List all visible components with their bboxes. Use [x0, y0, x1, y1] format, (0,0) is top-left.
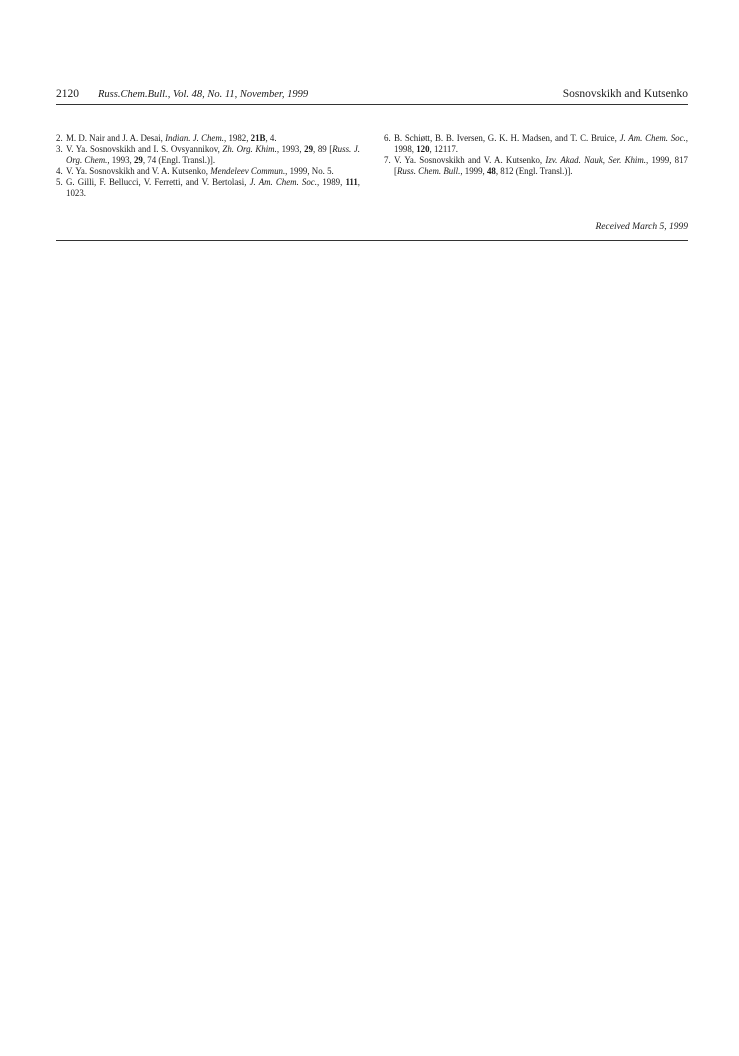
reference-text — [66, 166, 360, 177]
reference-text — [394, 155, 688, 177]
reference-fragment: , 1999, — [460, 166, 487, 177]
reference-fragment: V. Ya. Sosnovskikh and I. S. Ovsyannikov, — [66, 144, 223, 155]
journal-citation: Russ.Chem.Bull., Vol. 48, No. 11, November, 1999 — [98, 89, 309, 100]
reference-fragment: G. Gilli, F. Bellucci, V. Ferretti, and V. Bertolasi, — [66, 177, 250, 188]
reference-volume: 120 — [416, 144, 430, 155]
reference-fragment: , 1999, 817 [ — [394, 155, 688, 177]
reference-fragment: , 12117. — [429, 144, 459, 155]
reference-source: Mendeleev Commun. — [210, 166, 286, 177]
reference-fragment: , 1999, No. 5. — [285, 166, 334, 177]
reference-source: Russ. Chem. Bull. — [396, 166, 461, 177]
running-head-authors: Sosnovskikh and Kutsenko — [562, 88, 688, 100]
reference-fragment: B. Schiøtt, B. B. Iversen, G. K. H. Madsen, and T. C. Bruice, — [394, 133, 620, 143]
reference-volume: 29 — [133, 155, 143, 166]
reference-fragment: , 89 [ — [313, 144, 333, 155]
reference-source: J. Am. Chem. Soc. — [249, 177, 317, 188]
reference-volume: 111 — [345, 177, 358, 188]
reference-fragment: , 812 (Engl. Transl.)]. — [495, 166, 573, 177]
reference-entry — [56, 133, 360, 144]
reference-fragment: , 1989, — [316, 177, 346, 188]
reference-number: 4. — [56, 166, 63, 177]
reference-fragment: , 1993, — [107, 155, 134, 166]
reference-source: Russ. J. Org. Chem. — [66, 144, 360, 166]
reference-fragment: V. Ya. Sosnovskikh and V. A. Kutsenko, — [66, 166, 211, 177]
reference-number: 7. — [384, 155, 391, 166]
reference-number: 3. — [56, 144, 63, 155]
reference-fragment: , 1998, — [394, 133, 688, 155]
reference-number: 5. — [56, 177, 63, 188]
received-date: Received March 5, 1999 — [595, 222, 688, 232]
reference-fragment: , 1993, — [276, 144, 305, 155]
reference-entry — [384, 155, 688, 177]
references-right-column — [384, 133, 688, 177]
reference-number: 2. — [56, 133, 63, 143]
reference-volume: 48 — [486, 166, 496, 177]
reference-source: Zh. Org. Khim. — [222, 144, 277, 155]
reference-text — [394, 133, 688, 155]
reference-entry — [56, 166, 360, 177]
reference-text — [66, 133, 360, 144]
reference-volume: 29 — [304, 144, 314, 155]
page-number: 2120 — [56, 88, 79, 100]
header-rule — [56, 104, 688, 105]
reference-fragment: , 1982, — [224, 133, 251, 143]
reference-entry — [56, 177, 360, 199]
reference-fragment: V. Ya. Sosnovskikh and V. A. Kutsenko, — [394, 155, 546, 166]
reference-entry — [56, 144, 360, 166]
reference-source: Indian. J. Chem. — [165, 133, 225, 143]
reference-number: 6. — [384, 133, 391, 143]
reference-text — [66, 144, 360, 166]
references-left-column — [56, 133, 360, 200]
reference-fragment: , 1023. — [66, 177, 360, 199]
running-head — [56, 88, 688, 100]
reference-text — [66, 177, 360, 199]
reference-volume: 21B — [250, 133, 266, 143]
footer-rule — [56, 240, 688, 241]
reference-entry — [384, 133, 688, 155]
reference-source: Izv. Akad. Nauk, Ser. Khim. — [545, 155, 647, 166]
reference-fragment: , 4. — [265, 133, 277, 143]
reference-fragment: , 74 (Engl. Transl.)]. — [142, 155, 216, 166]
reference-source: J. Am. Chem. Soc. — [619, 133, 686, 143]
reference-fragment: M. D. Nair and J. A. Desai, — [66, 133, 166, 143]
